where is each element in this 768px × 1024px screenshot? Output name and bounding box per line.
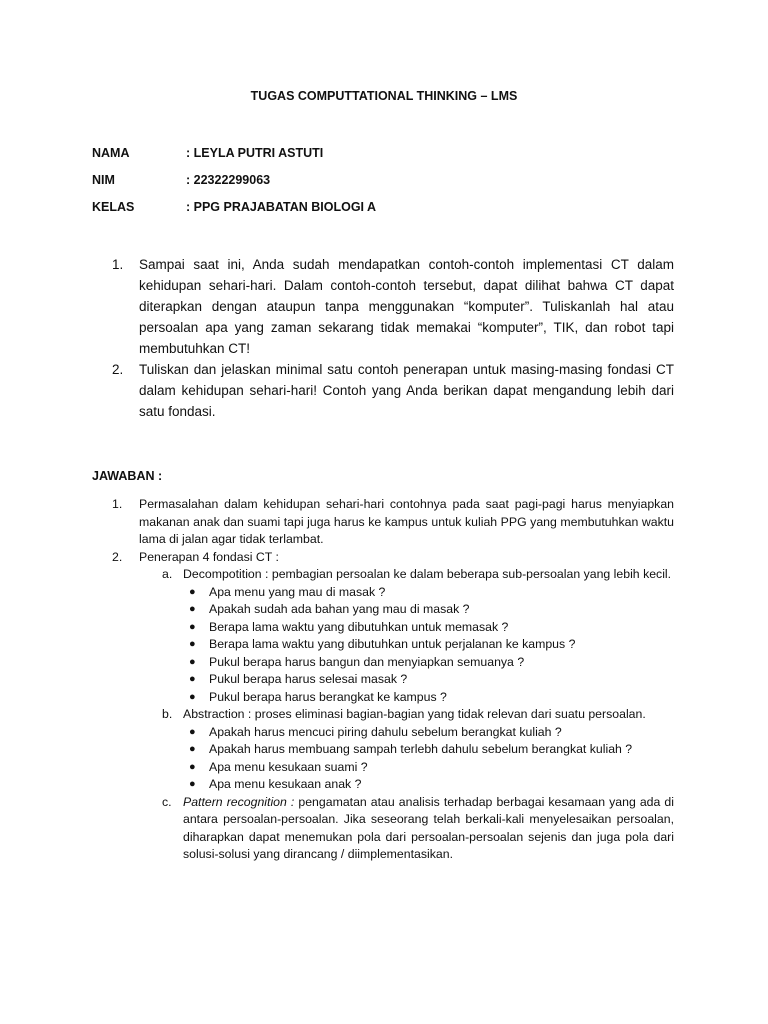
bullet-item [188,584,674,602]
bullet-item [188,671,674,689]
bullet-item [188,759,674,777]
bullet-icon: ● [189,673,196,685]
bullet-icon: ● [189,760,196,773]
bullet-text: Apa menu kesukaan anak ? [209,777,362,791]
answer-item [112,549,674,864]
info-value: : PPG PRAJABATAN BIOLOGI A [186,200,377,214]
bullet-icon: ● [189,690,196,703]
answer-heading: JAWABAN : [92,469,163,483]
document-title: TUGAS COMPUTTATIONAL THINKING – LMS [250,89,518,103]
bullet-icon: ● [189,638,196,650]
answer-text: Permasalahan dalam kehidupan sehari-hari contohnya pada saat pagi-pagi harus menyiapkan makanan anak dan suami tapi juga harus ke kampus untuk kuliah PPG yang membutuhkan waktu lama di jalan agar tidak terlambat. [139,497,674,546]
info-label: NAMA [92,146,130,160]
bullet-icon: ● [189,725,196,738]
bullet-icon: ● [189,603,196,615]
sub-letter: b. [162,707,173,721]
bullet-icon: ● [189,620,196,633]
answer-list [112,496,674,864]
sub-term: Pattern recognition : [183,794,295,809]
bullet-item [188,724,674,742]
question-number: 1. [112,257,124,272]
bullet-icon: ● [189,585,196,598]
bullet-text: Apakah harus membuang sampah terlebh dahulu sebelum berangkat kuliah ? [209,742,633,756]
fondasi-decomposition [162,566,674,584]
bullet-text: Apakah sudah ada bahan yang mau di masak ? [209,602,470,616]
bullet-item [188,776,674,794]
bullet-icon: ● [189,743,196,755]
sub-letter: c. [162,794,172,809]
question-number: 2. [112,362,124,377]
bullet-item [188,654,674,672]
info-label: KELAS [92,200,135,214]
answer-item [112,496,674,549]
bullet-text: Apa menu yang mau di masak ? [209,584,386,599]
fondasi-pattern-recognition [162,794,674,864]
bullet-item [188,601,674,619]
sub-text: Decompotition : pembagian persoalan ke dalam beberapa sub-persoalan yang lebih kecil. [183,567,672,581]
question-text: Sampai saat ini, Anda sudah mendapatkan contoh-contoh implementasi CT dalam kehidupan sehari-hari. Dalam contoh-contoh tersebut, dapat dilihat bahwa CT dapat diterapkan dengan ataupun tanpa menggunakan “komputer”. Tuliskanlah hal atau persoalan apa yang zaman sekarang tidak memakai “komputer”, TIK, dan robot tapi membutuhkan CT! [139,257,674,356]
bullet-text: Pukul berapa harus bangun dan menyiapkan semuanya ? [209,654,525,669]
bullet-icon: ● [189,778,196,790]
bullet-item [188,636,674,654]
bullet-text: Pukul berapa harus berangkat ke kampus ? [209,689,447,704]
info-row-kelas [92,200,376,214]
sub-text: Abstraction : proses eliminasi bagian-bagian yang tidak relevan dari suatu persoalan. [183,707,646,721]
info-row-nama [92,146,323,160]
question-item [112,359,674,422]
fondasi-abstraction [162,706,674,724]
bullet-item [188,619,674,637]
question-text: Tuliskan dan jelaskan minimal satu contoh penerapan untuk masing-masing fondasi CT dalam kehidupan sehari-hari! Contoh yang Anda berikan dapat mengandung lebih dari satu fondasi. [139,362,674,419]
answer-text: Penerapan 4 fondasi CT : [139,549,279,564]
bullet-item [188,741,674,759]
bullet-text: Apakah harus mencuci piring dahulu sebelum berangkat kuliah ? [209,724,562,739]
bullet-text: Berapa lama waktu yang dibutuhkan untuk memasak ? [209,619,509,634]
question-list [112,254,674,422]
info-value: : LEYLA PUTRI ASTUTI [186,146,324,160]
sub-letter: a. [162,567,173,581]
fondasi-list [162,566,674,864]
bullet-list-abstraction [188,724,674,794]
answer-number: 1. [112,497,123,511]
bullet-item [188,689,674,707]
info-label: NIM [92,173,115,187]
sub-term-definition: pengamatan atau analisis terhadap berbagai kesamaan yang ada di antara persoalan-persoalan. Jika seseorang telah berkali-kali menyelesaikan persoalan, diharapkan dapat menemukan pola dari persoalan-persoalan sejenis dan juga pola dari solusi-solusi yang dirancang / diimplementasikan. [183,794,674,861]
sub-text [183,795,674,862]
bullet-icon: ● [189,655,196,668]
bullet-text: Pukul berapa harus selesai masak ? [209,672,408,686]
info-row-nim [92,173,270,187]
question-item [112,254,674,359]
info-value: : 22322299063 [186,173,271,187]
bullet-text: Berapa lama waktu yang dibutuhkan untuk perjalanan ke kampus ? [209,637,576,651]
answer-number: 2. [112,549,123,564]
bullet-list-decomposition [188,584,674,707]
bullet-text: Apa menu kesukaan suami ? [209,759,368,774]
